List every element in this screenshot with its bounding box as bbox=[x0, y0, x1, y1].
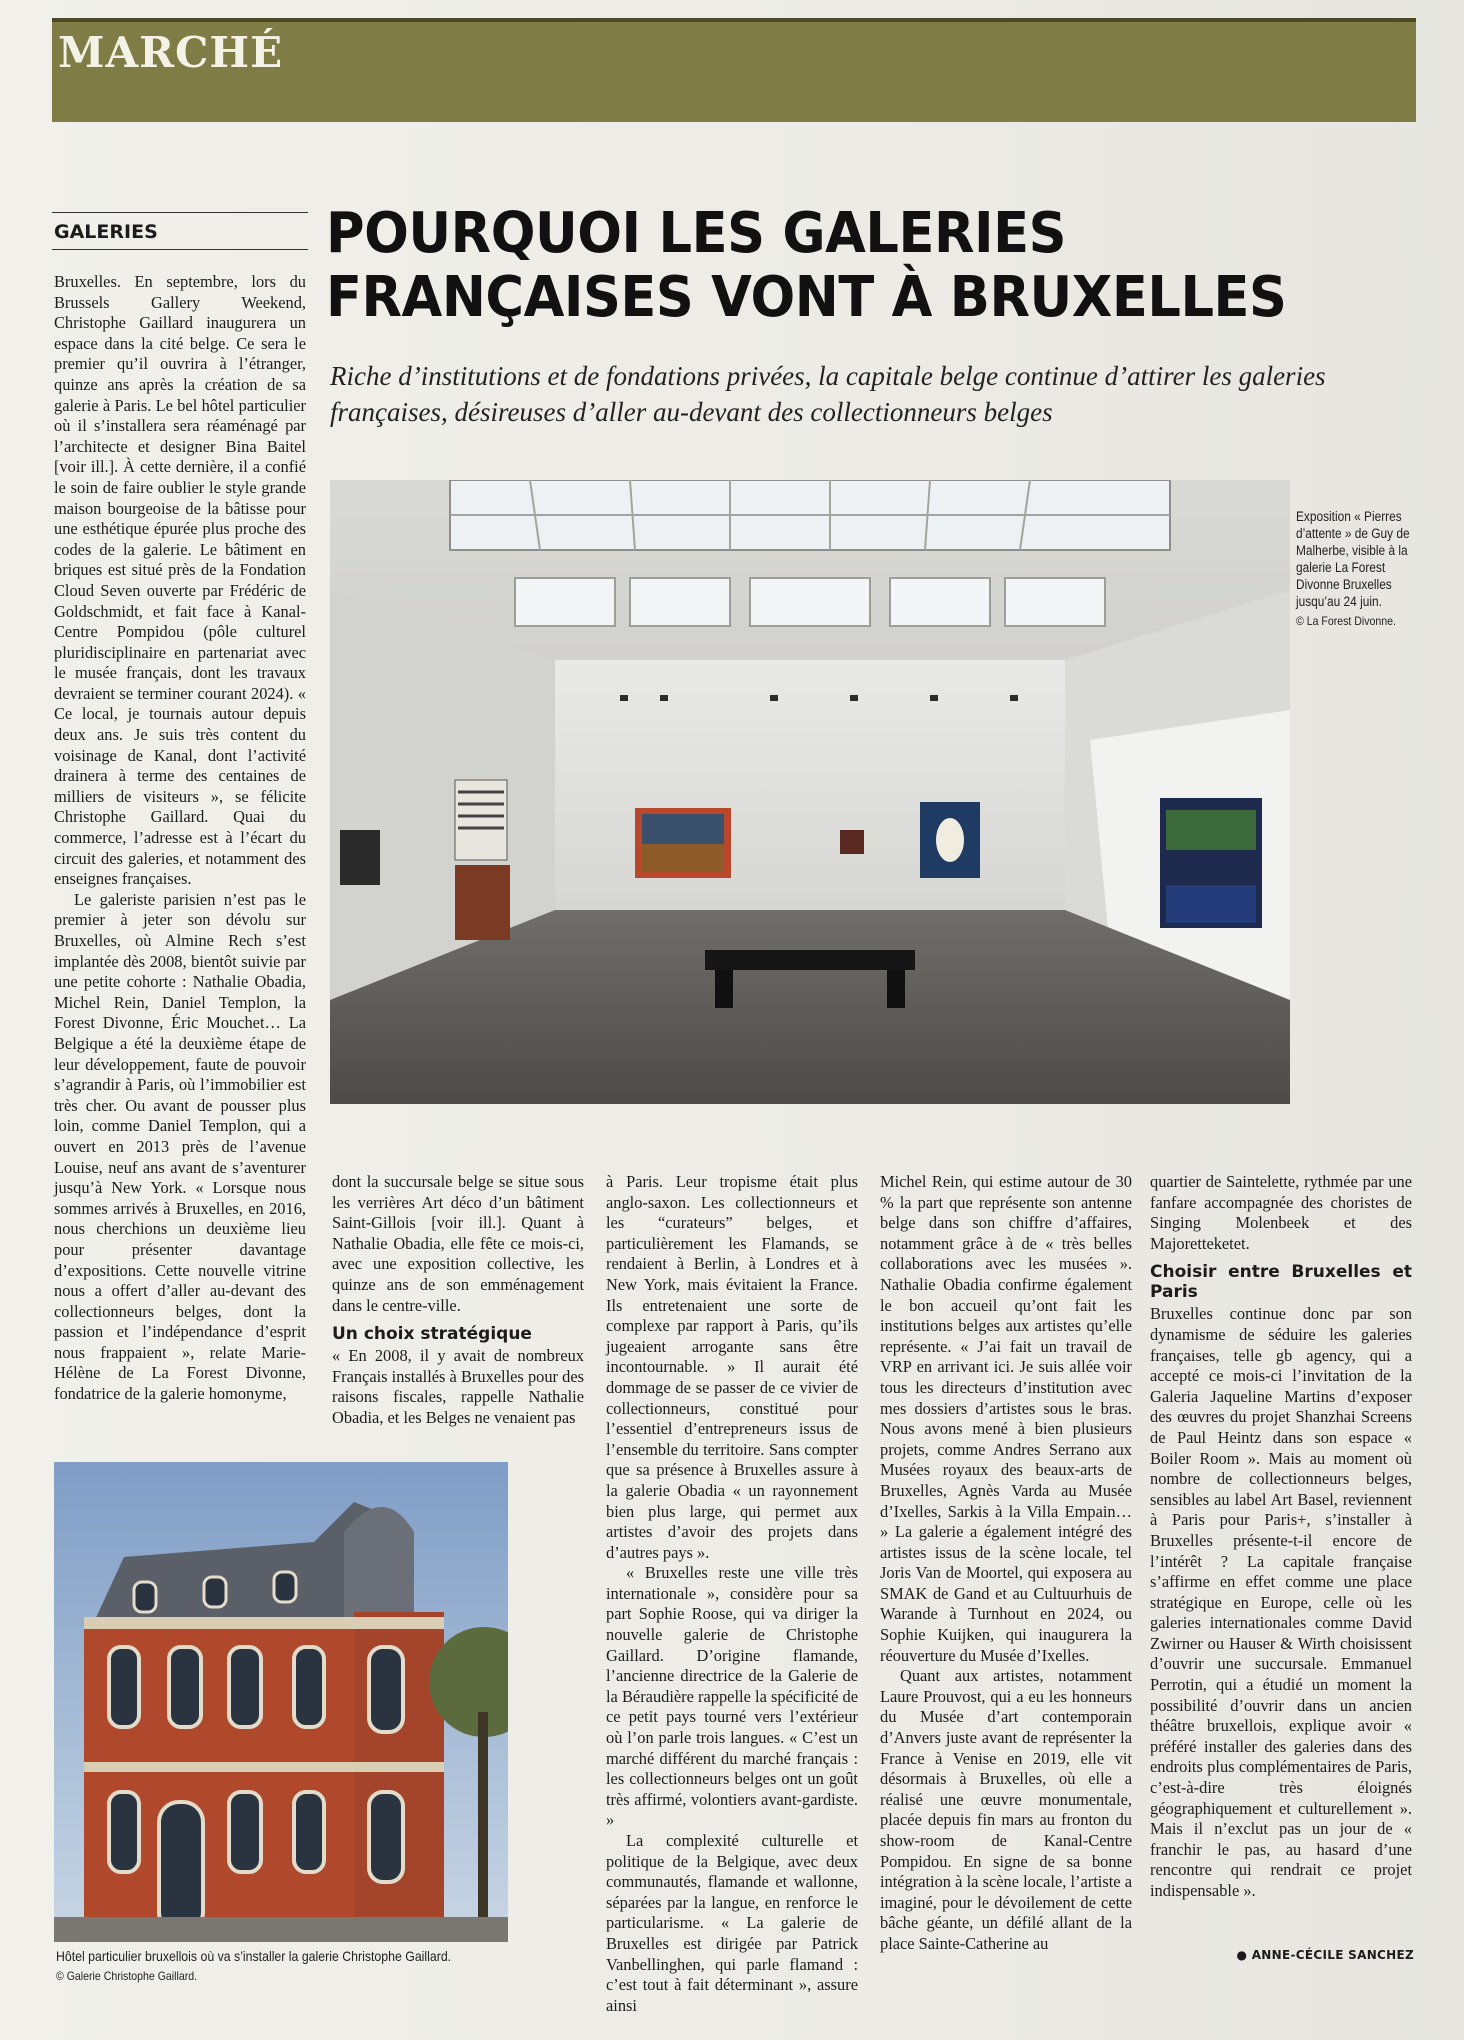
building-caption-text: Hôtel particulier bruxellois où va s’installer la galerie Christophe Gaillard. bbox=[56, 1948, 452, 1964]
column-1 bbox=[54, 272, 306, 1405]
col3-paragraph-2: « Bruxelles reste une ville très internationale », considère pour sa part Sophie Roose, qui va diriger la nouvelle galerie de Christophe Gaillard. D’origine flamande, l’ancienne directrice de la Galerie de la Béraudière rappelle la spécificité de ce petit pays tourné vers l’extérieur où l’on parle trois langues. « C’est un marché différent du marché français : les collectionneurs belges ont un goût très affirmé, volontiers avant-gardiste. » bbox=[606, 1563, 858, 1830]
column-4 bbox=[880, 1172, 1132, 1955]
standfirst: Riche d’institutions et de fondations privées, la capitale belge continue d’attirer les galeries françaises, désireuses d’aller au-devant des collectionneurs belges bbox=[330, 361, 1326, 427]
gallery-caption-credit: © La Forest Divonne. bbox=[1296, 614, 1396, 628]
gallery-interior-image bbox=[330, 480, 1290, 1104]
subheading-un-choix-strategique: Un choix stratégique bbox=[332, 1324, 532, 1345]
col4-paragraph-2: Quant aux artistes, notamment Laure Prouvost, qui a eu les honneurs du Musée d’art contemporain d’Anvers juste avant de représenter la France à Venise en 2019, elle vit désormais à Bruxelles, où elle a réalisé une œuvre monumentale, placée depuis fin mars au fronton du show-room de Kanal-Centre Pompidou. En signe de sa bonne intégration à la scène locale, l’artiste a imaginé, pour le dévoilement de cette bâche géante, un défilé allant de la place Sainte-Catherine au bbox=[880, 1666, 1132, 1953]
column-5 bbox=[1150, 1172, 1412, 1902]
building-caption-credit: © Galerie Christophe Gaillard. bbox=[56, 1969, 198, 1983]
headline-line-2: FRANÇAISES VONT À BRUXELLES bbox=[326, 265, 1287, 330]
headline bbox=[326, 202, 1360, 330]
column-2 bbox=[332, 1172, 584, 1429]
rubric-title: MARCHÉ bbox=[58, 28, 284, 77]
col2-paragraph-2: « En 2008, il y avait de nombreux Français installés à Bruxelles pour des raisons fiscales, rappelle Nathalie Obadia, et les Belges ne venaient pas bbox=[332, 1346, 584, 1427]
section-tag: GALERIES bbox=[52, 212, 308, 250]
col2-paragraph-1: dont la succursale belge se situe sous les verrières Art déco d’un bâtiment Saint-Gillois [voir ill.]. Quant à Nathalie Obadia, elle fête ce mois-ci, avec une exposition collective, les quinze ans de son emménagement dans le centre-ville. bbox=[332, 1172, 584, 1315]
col3-paragraph-1: à Paris. Leur tropisme était plus anglo-saxon. Les collectionneurs et les “curateurs” belges, et particulièrement les Flamands, se rendaient à Berlin, à Londres et à New York, mais évitaient la France. Ils entretenaient une sorte de complexe par rapport à Paris, qu’ils jugeaient arrogante sans être incontournable. » Il aurait été dommage de se passer de ce vivier de collectionneurs, constitué pour l’essentiel d’entrepreneurs issus de l’ensemble du territoire. Sans compter que sa présence à Bruxelles assure à la galerie Obadia « un rayonnement bien plus large, qui permet aux artistes d’avoir des projets dans d’autres pays ». bbox=[606, 1172, 858, 1562]
building-image bbox=[54, 1462, 508, 1942]
author-byline: ● ANNE-CÉCILE SANCHEZ bbox=[1236, 1948, 1414, 1962]
col5-paragraph-1: quartier de Saintelette, rythmée par une fanfare accompagnée des choristes de Singing Molenbeek et des Majoretteketet. bbox=[1150, 1172, 1412, 1253]
column-3 bbox=[606, 1172, 858, 2016]
col1-paragraph-2: Le galeriste parisien n’est pas le premier à jeter son dévolu sur Bruxelles, où Almine Rech s’est implantée dès 2008, bientôt suivie par une petite cohorte : Nathalie Obadia, Michel Rein, Daniel Templon, la Forest Divonne, Éric Mouchet… La Belgique a été la deuxième étape de leur développement, faute de pouvoir s’agrandir à Paris, où l’immobilier est très cher. Ou avant de pousser plus loin, comme Daniel Templon, qui a ouvert en 2013 près de l’avenue Louise, neuf ans avant de s’aventurer jusqu’à New York. « Lorsque nous sommes arrivés à Bruxelles, en 2016, nous cherchions un deuxième lieu pour présenter davantage d’expositions. Cette nouvelle vitrine nous a offert d’aller au-devant des collectionneurs belges, dont la passion et l’indépendance d’esprit nous frappaient », relate Marie-Hélène de La Forest Divonne, fondatrice de la galerie homonyme, bbox=[54, 889, 306, 1404]
col1-paragraph-1: Bruxelles. En septembre, lors du Brussels Gallery Weekend, Christophe Gaillard inaugurera un espace dans la cité belge. Ce sera le premier qu’il ouvrira à l’étranger, quinze ans après la création de sa galerie à Paris. Le bel hôtel particulier où il s’installera sera réaménagé par l’architecte et designer Bina Baitel [voir ill.]. À cette dernière, il a confié le soin de faire oublier le style grande maison bourgeoise de la bâtisse pour une esthétique épurée plus proche des codes de la galerie. Le bâtiment en briques est situé près de la Fondation Cloud Seven ouverte par Frédéric de Goldschmidt, et fait face à Kanal-Centre Pompidou (pôle culturel pluridisciplinaire en partenariat avec le musée français, dont les travaux devraient se terminer courant 2024). « Ce local, je tournais autour depuis deux ans. Je suis très content du voisinage de Kanal, dont l’activité drainera à terme des centaines de milliers de visiteurs », se félicite Christophe Gaillard. Quai du commerce, l’adresse est à l’écart du circuit des galeries, et notamment des enseignes françaises. bbox=[54, 272, 306, 889]
building-photo bbox=[54, 1462, 508, 1942]
section-banner bbox=[52, 18, 1416, 122]
subheading-choisir-entre-bruxelles-et-paris: Choisir entre Bruxelles et Paris bbox=[1150, 1262, 1412, 1303]
col3-paragraph-3: La complexité culturelle et politique de la Belgique, avec deux communautés, flamande et wallonne, séparées par la langue, en renforce le particularisme. « La galerie de Bruxelles est dirigée par Patrick Vanbellinghen, qui parle flamand : c’est tout à fait déterminant », assure ainsi bbox=[606, 1831, 858, 2015]
col4-paragraph-1: Michel Rein, qui estime autour de 30 % la part que représente son antenne belge dans son chiffre d’affaires, notamment grâce à de « très belles collaborations avec les musées ». Nathalie Obadia confirme également le bon accueil qu’ont fait les institutions belges aux artistes qu’elle représente. « J’ai fait un travail de VRP en arrivant ici. Je suis allée voir tous les directeurs d’institution avec mes dossiers d’artistes sous le bras. Nous avons mené à bien plusieurs projets, comme Andres Serrano aux Musées royaux des beaux-arts de Bruxelles, Agnès Varda au Musée d’Ixelles, Sarkis à la Villa Empain… » La galerie a également intégré des artistes issus de la scène locale, tel Joris Van de Moortel, qui exposera au SMAK de Gand et au Cultuurhuis de Warande à Turnhout en 2024, ou Sophie Kuijken, qui inaugurera la réouverture du Musée d’Ixelles. bbox=[880, 1172, 1132, 1665]
building-photo-caption bbox=[56, 1948, 496, 1985]
headline-line-1: POURQUOI LES GALERIES bbox=[326, 201, 1067, 266]
col5-paragraph-2: Bruxelles continue donc par son dynamisme de séduire les galeries françaises, telle gb agency, qui a accepté ce mois-ci l’invitation de la Galeria Jaqueline Martins d’exposer des œuvres du projet Shanzhai Screens de Paul Heintz dans son espace « Boiler Room ». Mais au moment où nombre de collectionneurs belges, sensibles au label Art Basel, reviennent à Paris pour Paris+, s’installer à Bruxelles présente-t-il encore de l’intérêt ? La capitale française s’affirme en effet comme une place stratégique en Europe, celle où les galeries internationales comme David Zwirner ou Hauser & Wirth choisissent d’ouvrir une succursale. Emmanuel Perrotin, qui a étudié un moment la possibilité d’ouvrir dans un ancien théâtre bruxellois, explique avoir « préféré installer des galeries dans des endroits plus complémentaires de Paris, c’est-à-dire très éloignés géographiquement et culturellement ». Mais il n’exclut pas un jour de « franchir le pas, au hasard d’une rencontre qui rendrait ce projet indispensable ». bbox=[1150, 1304, 1412, 1900]
gallery-interior-photo bbox=[330, 480, 1290, 1104]
gallery-photo-caption bbox=[1296, 508, 1414, 630]
gallery-caption-text: Exposition « Pierres d’attente » de Guy de Malherbe, visible à la galerie La Forest Divonne Bruxelles jusqu’au 24 juin. bbox=[1296, 509, 1410, 609]
